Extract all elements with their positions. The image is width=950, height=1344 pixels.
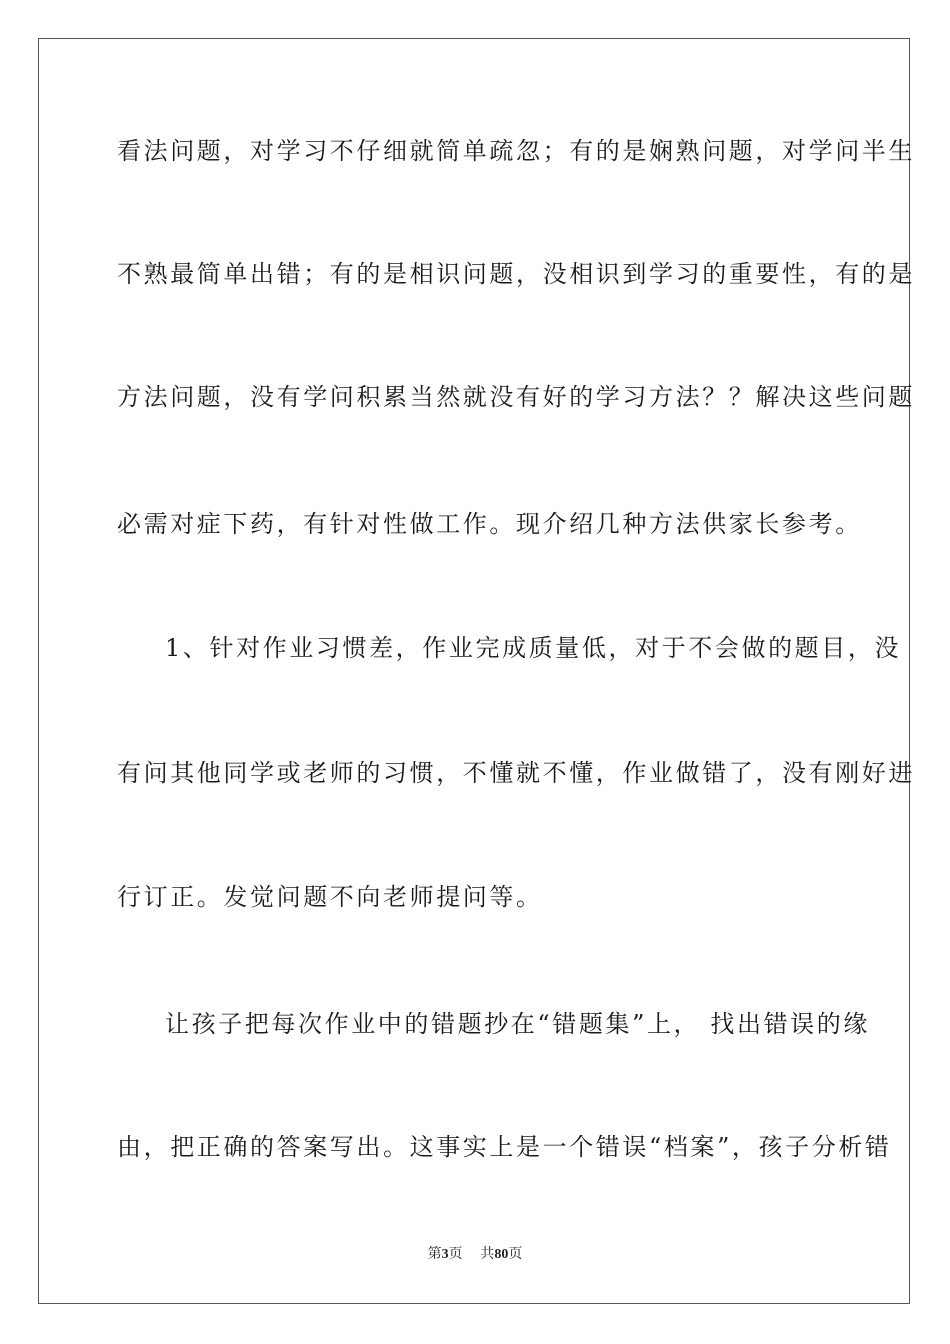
total-suffix: 页 bbox=[508, 1246, 523, 1262]
total-pages: 80 bbox=[494, 1247, 509, 1262]
total-prefix: 共 bbox=[480, 1246, 495, 1262]
body-text-line: 1、针对作业习惯差，作业完成质量低，对于不会做的题目，没 bbox=[165, 634, 902, 662]
body-text-line: 必需对症下药，有针对性做工作。现介绍几种方法供家长参考。 bbox=[117, 510, 862, 538]
page-number: 3 bbox=[441, 1247, 449, 1262]
page-footer bbox=[0, 1245, 950, 1264]
body-text-line: 由，把正确的答案写出。这事实上是一个错误“档案”，孩子分析错 bbox=[117, 1133, 892, 1161]
body-text-line: 方法问题，没有学问积累当然就没有好的学习方法？？解决这些问题 bbox=[117, 383, 915, 411]
page-frame bbox=[38, 38, 915, 1304]
body-text-line: 有问其他同学或老师的习惯，不懂就不懂，作业做错了，没有刚好进 bbox=[117, 759, 915, 787]
body-text-line: 让孩子把每次作业中的错题抄在“错题集”上， 找出错误的缘 bbox=[165, 1010, 870, 1038]
body-text-line: 不熟最简单出错；有的是相识问题，没相识到学习的重要性，有的是 bbox=[117, 260, 915, 288]
body-text-line: 看法问题，对学习不仔细就简单疏忽；有的是娴熟问题，对学问半生 bbox=[117, 137, 915, 165]
body-text-line: 行订正。发觉问题不向老师提问等。 bbox=[117, 883, 543, 911]
page-suffix: 页 bbox=[448, 1246, 463, 1262]
page-prefix: 第 bbox=[427, 1246, 442, 1262]
